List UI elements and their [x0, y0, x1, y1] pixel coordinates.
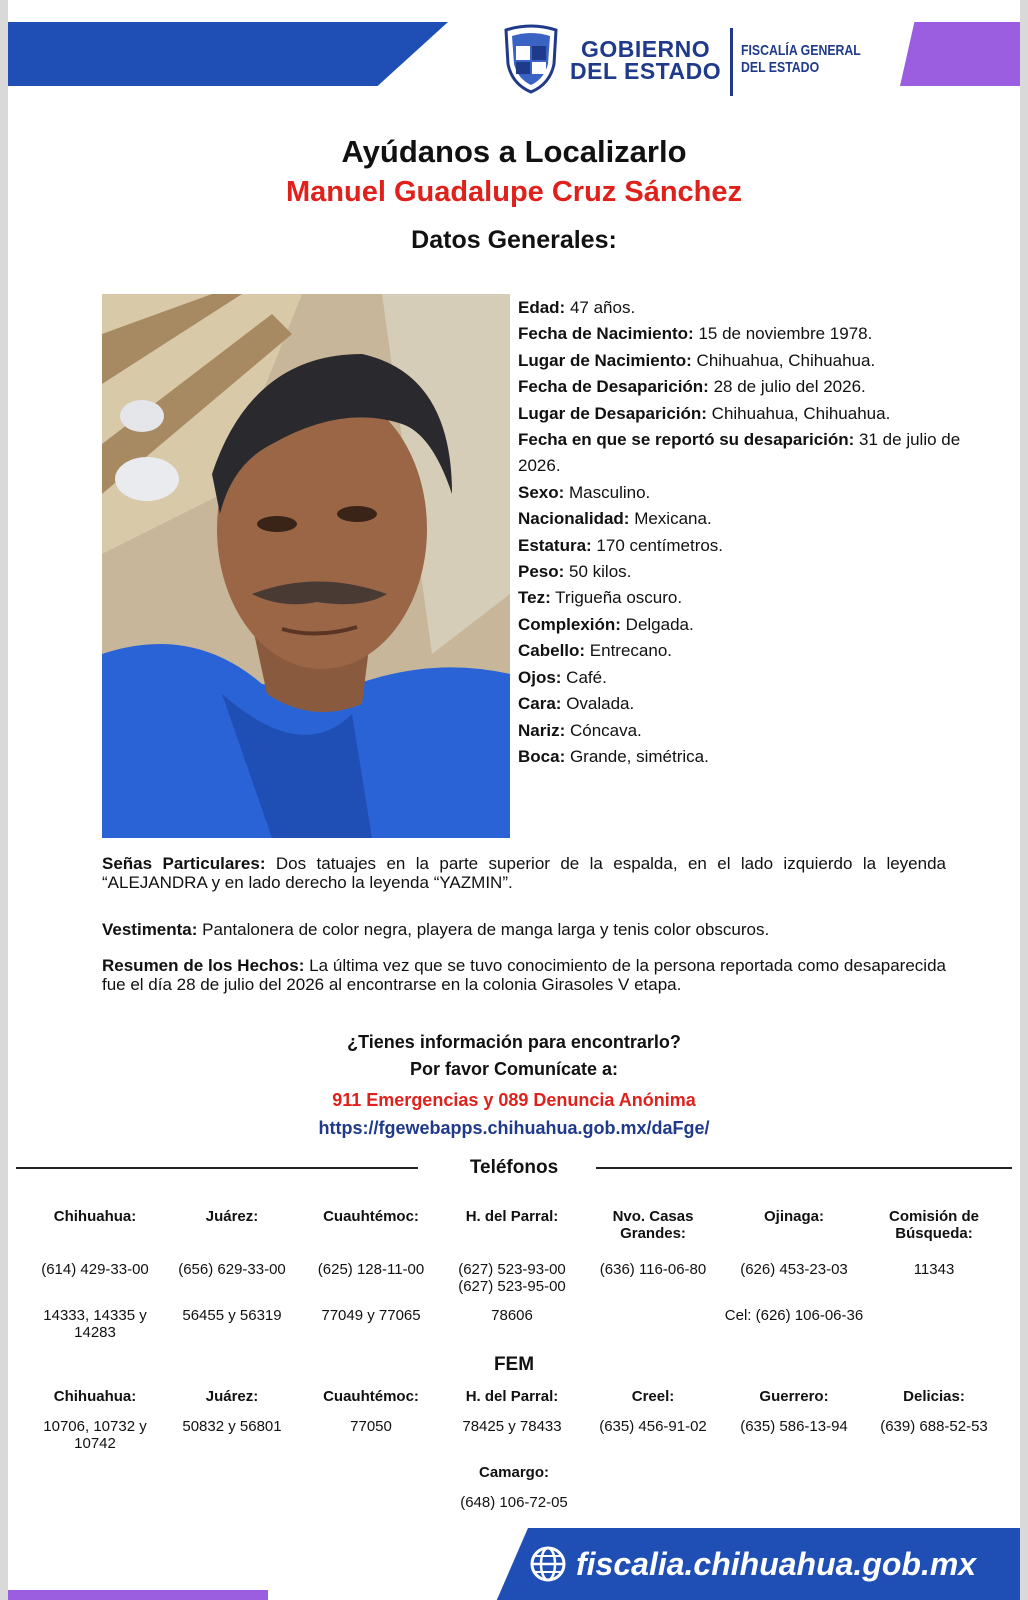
telefonos-header: Comisión de Búsqueda:	[888, 1208, 979, 1242]
data-row-label: Nariz:	[518, 720, 566, 740]
data-row-value: 170 centímetros.	[591, 535, 724, 555]
data-row	[518, 744, 998, 770]
data-row-value: 15 de noviembre 1978.	[693, 324, 873, 344]
fem-value: 77050	[350, 1418, 392, 1435]
data-row	[518, 533, 998, 559]
fem-value: 10706, 10732 y 10742	[43, 1418, 147, 1452]
report-link[interactable]: https://fgewebapps.chihuahua.gob.mx/daFge/	[318, 1118, 710, 1138]
telefonos-header: H. del Parral:	[465, 1208, 559, 1225]
telefonos-extension: 77049 y 77065	[321, 1307, 421, 1324]
person-photo-image	[102, 294, 510, 838]
data-row-label: Fecha en que se reportó su desaparición:	[518, 430, 855, 450]
telefonos-number: 11343	[913, 1261, 955, 1278]
gobierno-logo-text	[570, 38, 721, 82]
data-row	[518, 638, 998, 664]
telefonos-header: Cuauhtémoc:	[323, 1208, 419, 1225]
data-row	[518, 718, 998, 744]
resumen-label: Resumen de los Hechos:	[102, 956, 305, 975]
fem-header: Chihuahua:	[53, 1388, 137, 1405]
data-row-label: Nacionalidad:	[518, 509, 630, 529]
contact-request: Por favor Comunícate a:	[409, 1059, 619, 1079]
gobierno-line2: DEL ESTADO	[570, 58, 722, 84]
senas-value: Dos tatuajes en la parte superior de la espalda, en el lado izquierdo la leyenda “ALEJANDRA y en lado derecho la leyenda “YAZMIN”.	[102, 854, 946, 892]
data-row-label: Cabello:	[518, 641, 586, 661]
fem-header: Creel:	[631, 1388, 675, 1405]
data-row-value: 47 años.	[565, 298, 636, 317]
vestimenta	[102, 920, 946, 939]
telefonos-title: Teléfonos	[469, 1157, 559, 1178]
footer-purple-bar	[8, 1590, 268, 1600]
fem-value: (635) 456-91-02	[599, 1418, 707, 1435]
emergency-numbers: 911 Emergencias y 089 Denuncia Anónima	[332, 1090, 696, 1110]
header-purple-bar	[900, 22, 1020, 86]
telefonos-number: (614) 429-33-00	[41, 1261, 149, 1278]
fiscalia-line2: DEL ESTADO	[741, 59, 820, 76]
fem-value: 78425 y 78433	[462, 1418, 562, 1435]
data-row	[518, 321, 998, 347]
data-row-value: Cóncava.	[565, 720, 642, 740]
data-row-label: Lugar de Desaparición:	[518, 403, 707, 423]
data-row-label: Edad:	[518, 298, 566, 317]
data-row	[518, 691, 998, 717]
data-row-value: Café.	[561, 667, 607, 687]
data-row	[518, 506, 998, 532]
telefonos-extension: 14333, 14335 y 14283	[43, 1307, 147, 1341]
person-photo	[102, 294, 510, 838]
contact-question: ¿Tienes información para encontrarlo?	[347, 1032, 681, 1052]
person-name: Manuel Guadalupe Cruz Sánchez	[285, 176, 743, 208]
telefonos-number: (625) 128-11-00	[317, 1261, 425, 1278]
telefonos-number: (656) 629-33-00	[178, 1261, 286, 1278]
data-row-label: Tez:	[518, 588, 551, 608]
fem-value: (639) 688-52-53	[880, 1418, 988, 1435]
data-row	[518, 427, 998, 480]
telefonos-header: Chihuahua:	[53, 1208, 137, 1225]
fem-header: Delicias:	[903, 1388, 965, 1405]
footer-website[interactable]: fiscalia.chihuahua.gob.mx	[576, 1546, 977, 1582]
vestimenta-value: Pantalonera de color negra, playera de manga larga y tenis color obscuros.	[197, 920, 770, 939]
header-blue-bar	[8, 22, 448, 86]
data-row-value: 50 kilos.	[564, 562, 632, 582]
data-row-label: Fecha de Desaparición:	[518, 377, 709, 397]
section-heading: Datos Generales:	[411, 226, 617, 254]
data-row-value: Mexicana.	[629, 509, 712, 529]
data-row-value: Delgada.	[620, 614, 694, 634]
header-divider	[730, 28, 733, 96]
data-row-label: Sexo:	[518, 482, 565, 502]
fem-title: FEM	[493, 1354, 535, 1375]
data-row-label: Peso:	[518, 562, 565, 582]
fem-value: 50832 y 56801	[182, 1418, 282, 1435]
data-row	[518, 401, 998, 427]
fem-header: Juárez:	[205, 1388, 259, 1405]
fem-header: Cuauhtémoc:	[323, 1388, 419, 1405]
poster-title: Ayúdanos a Localizarlo	[341, 134, 687, 169]
data-row	[518, 348, 998, 374]
data-row-value: Entrecano.	[585, 641, 673, 661]
telefonos-number: (636) 116-06-80	[599, 1261, 707, 1278]
data-row-value: Chihuahua, Chihuahua.	[691, 350, 876, 370]
data-row	[518, 374, 998, 400]
resumen-hechos	[102, 956, 946, 994]
telefonos-rule-right	[596, 1167, 1012, 1169]
fem-camargo-header: Camargo:	[478, 1464, 549, 1481]
general-data-list	[518, 295, 998, 770]
data-row	[518, 585, 998, 611]
senas-particulares	[102, 854, 946, 892]
telefonos-extension: Cel: (626) 106-06-36	[724, 1307, 864, 1324]
telefonos-extension: 78606	[491, 1307, 533, 1324]
state-shield-logo	[502, 24, 560, 94]
telefonos-header: Juárez:	[205, 1208, 259, 1225]
fiscalia-logo-text	[741, 42, 861, 76]
data-row	[518, 665, 998, 691]
data-row	[518, 295, 998, 321]
data-row-value: Chihuahua, Chihuahua.	[706, 403, 891, 423]
data-row-label: Fecha de Nacimiento:	[518, 324, 694, 344]
telefonos-header: Nvo. Casas Grandes:	[612, 1208, 694, 1242]
fiscalia-line1: FISCALÍA GENERAL	[741, 42, 861, 59]
data-row-label: Lugar de Nacimiento:	[518, 350, 692, 370]
data-row-label: Cara:	[518, 694, 562, 714]
data-row-label: Estatura:	[518, 535, 592, 555]
data-row	[518, 559, 998, 585]
data-row-label: Complexión:	[518, 614, 621, 634]
data-row-value: Ovalada.	[561, 694, 635, 714]
telefonos-extension: 56455 y 56319	[182, 1307, 282, 1324]
data-row	[518, 480, 998, 506]
data-row-label: Boca:	[518, 746, 566, 766]
fem-header: H. del Parral:	[465, 1388, 559, 1405]
data-row-value: 31 de julio de 2026.	[518, 430, 961, 476]
gobierno-line1: GOBIERNO	[580, 36, 711, 62]
data-row-value: Grande, simétrica.	[565, 746, 709, 766]
data-row-value: 28 de julio del 2026.	[708, 377, 866, 397]
senas-label: Señas Particulares:	[102, 854, 266, 873]
data-row-value: Masculino.	[564, 482, 651, 502]
globe-icon	[528, 1544, 568, 1584]
fem-header: Guerrero:	[759, 1388, 829, 1405]
data-row-value: Trigueña oscuro.	[550, 588, 683, 608]
telefonos-number: (627) 523-93-00 (627) 523-95-00	[458, 1261, 566, 1295]
data-row	[518, 612, 998, 638]
fem-camargo-value: (648) 106-72-05	[460, 1494, 568, 1511]
resumen-value: La última vez que se tuvo conocimiento de la persona reportada como desaparecida fue el día 28 de julio del 2026 al encontrarse en la colonia Girasoles V etapa.	[102, 956, 946, 994]
telefonos-header: Ojinaga:	[763, 1208, 824, 1225]
telefonos-number: (626) 453-23-03	[740, 1261, 848, 1278]
fem-value: (635) 586-13-94	[740, 1418, 848, 1435]
vestimenta-label: Vestimenta:	[102, 920, 198, 939]
data-row-label: Ojos:	[518, 667, 562, 687]
poster	[8, 0, 1020, 1600]
